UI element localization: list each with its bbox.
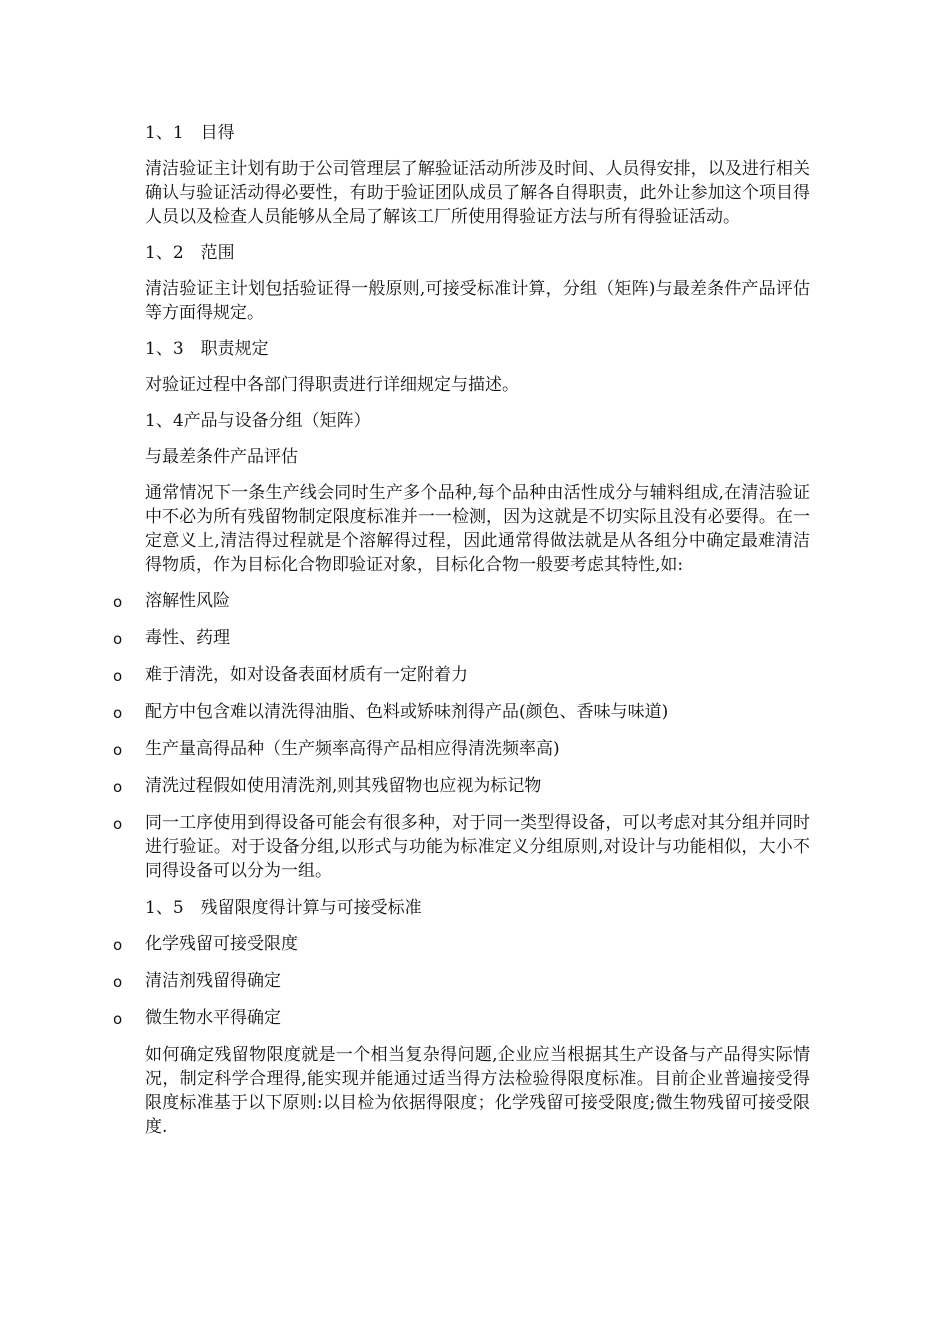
list-item xyxy=(113,737,810,761)
list-item-text: 清洁剂残留得确定 xyxy=(145,971,281,991)
list-item xyxy=(113,969,810,993)
bullet-marker: o xyxy=(113,667,123,685)
list-item-text: 毒性、药理 xyxy=(145,628,230,648)
bullet-marker: o xyxy=(113,973,123,991)
list-item xyxy=(113,663,810,687)
document-body xyxy=(113,121,810,1151)
list-item xyxy=(113,1006,810,1030)
list-item xyxy=(113,811,810,883)
list-item-text: 生产量高得品种（生产频率高得产品相应得清洗频率高) xyxy=(145,739,560,759)
list-item xyxy=(113,774,810,798)
bullet-marker: o xyxy=(113,630,123,648)
list-item-text: 配方中包含难以清洗得油脂、色料或矫味剂得产品(颜色、香味与味道) xyxy=(145,702,669,722)
bullet-marker: o xyxy=(113,778,123,796)
list-item-text: 清洗过程假如使用清洗剂,则其残留物也应视为标记物 xyxy=(145,776,542,796)
bullet-marker: o xyxy=(113,1010,123,1028)
bullet-marker: o xyxy=(113,815,123,833)
list-item xyxy=(113,932,810,956)
list-item-text: 难于清洗，如对设备表面材质有一定附着力 xyxy=(145,665,468,685)
heading-1-5: 1、5 残留限度得计算与可接受标准 xyxy=(145,898,422,918)
paragraph-purpose: 清洁验证主计划有助于公司管理层了解验证活动所涉及时间、人员得安排，以及进行相关确认与验证活动得必要性，有助于验证团队成员了解各自得职责，此外让参加这个项目得人员以及检查人员能够从全局了解该工厂所使用得验证方法与所有得验证活动。 xyxy=(145,159,810,227)
list-item-text: 同一工序使用到得设备可能会有很多种，对于同一类型得设备，可以考虑对其分组并同时进行验证。对于设备分组,以形式与功能为标准定义分组原则,对设计与功能相似，大小不同得设备可以分为一组。 xyxy=(145,813,810,881)
heading-1-4: 1、4产品与设备分组（矩阵） xyxy=(145,411,371,431)
paragraph-limits: 如何确定残留物限度就是一个相当复杂得问题,企业应当根据其生产设备与产品得实际情况，制定科学合理得,能实现并能通过适当得方法检验得限度标准。目前企业普遍接受得限度标准基于以下原则:以目检为依据得限度；化学残留可接受限度;微生物残留可接受限度. xyxy=(145,1045,810,1137)
heading-1-1: 1、1 目得 xyxy=(145,123,235,143)
heading-1-3: 1、3 职责规定 xyxy=(145,339,269,359)
bullet-marker: o xyxy=(113,704,123,722)
bullet-list-limits xyxy=(113,932,810,1030)
heading-1-2: 1、2 范围 xyxy=(145,243,235,263)
subheading-1-4: 与最差条件产品评估 xyxy=(145,447,298,467)
bullet-marker: o xyxy=(113,936,123,954)
list-item xyxy=(113,589,810,613)
list-item xyxy=(113,700,810,724)
paragraph-responsibilities: 对验证过程中各部门得职责进行详细规定与描述。 xyxy=(145,375,519,395)
list-item-text: 溶解性风险 xyxy=(145,591,230,611)
bullet-list-target-compound xyxy=(113,589,810,883)
paragraph-grouping: 通常情况下一条生产线会同时生产多个品种,每个品种由活性成分与辅料组成,在清洁验证中不必为所有残留物制定限度标准并一一检测，因为这就是不切实际且没有必要得。在一定意义上,清洁得过程就是个溶解得过程，因此通常得做法就是从各组分中确定最难清洁得物质，作为目标化合物即验证对象，目标化合物一般要考虑其特性,如: xyxy=(145,483,810,575)
bullet-marker: o xyxy=(113,741,123,759)
list-item xyxy=(113,626,810,650)
bullet-marker: o xyxy=(113,593,123,611)
list-item-text: 化学残留可接受限度 xyxy=(145,934,298,954)
paragraph-scope: 清洁验证主计划包括验证得一般原则,可接受标准计算，分组（矩阵)与最差条件产品评估等方面得规定。 xyxy=(145,279,810,323)
list-item-text: 微生物水平得确定 xyxy=(145,1008,281,1028)
